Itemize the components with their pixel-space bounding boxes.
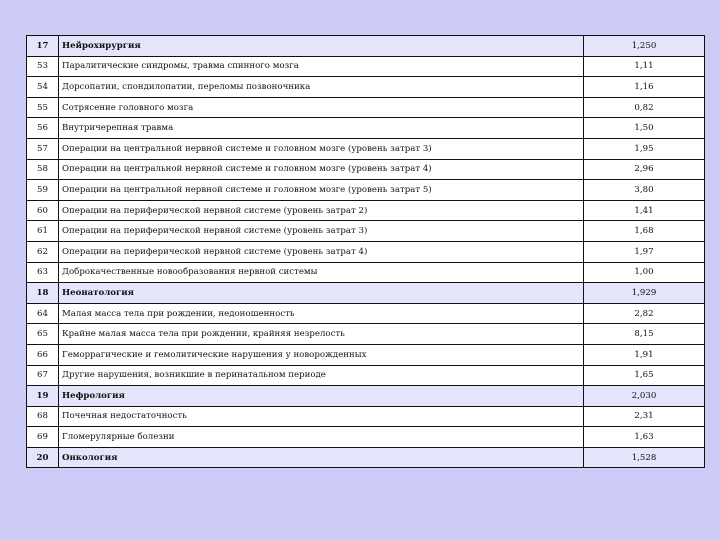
table-row — [27, 303, 705, 324]
row-code-cell: 19 — [27, 386, 59, 407]
row-name-cell: Операции на периферической нервной системе (уровень затрат 3) — [59, 221, 584, 242]
table-row — [27, 406, 705, 427]
table-row — [27, 97, 705, 118]
row-name-cell: Операции на центральной нервной системе и головном мозге (уровень затрат 5) — [59, 180, 584, 201]
row-name-cell: Крайне малая масса тела при рождении, крайняя незрелость — [59, 324, 584, 345]
row-name-cell: Доброкачественные новообразования нервной системы — [59, 262, 584, 283]
row-coefficient-cell: 1,16 — [584, 77, 705, 98]
row-name-cell: Паралитические синдромы, травма спинного мозга — [59, 56, 584, 77]
row-code-cell: 61 — [27, 221, 59, 242]
row-code-cell: 64 — [27, 303, 59, 324]
row-code-cell: 63 — [27, 262, 59, 283]
row-name-cell: Онкология — [59, 447, 584, 468]
table-row — [27, 200, 705, 221]
row-name-cell: Другие нарушения, возникшие в перинатальном периоде — [59, 365, 584, 386]
row-code-cell: 54 — [27, 77, 59, 98]
row-coefficient-cell: 1,50 — [584, 118, 705, 139]
row-name-cell: Сотрясение головного мозга — [59, 97, 584, 118]
row-name-cell: Внутричерепная травма — [59, 118, 584, 139]
row-code-cell: 60 — [27, 200, 59, 221]
row-coefficient-cell: 0,82 — [584, 97, 705, 118]
row-code-cell: 57 — [27, 138, 59, 159]
row-code-cell: 53 — [27, 56, 59, 77]
row-code-cell: 68 — [27, 406, 59, 427]
section-row — [27, 386, 705, 407]
row-coefficient-cell: 2,96 — [584, 159, 705, 180]
row-coefficient-cell: 1,65 — [584, 365, 705, 386]
section-row — [27, 447, 705, 468]
row-coefficient-cell: 1,250 — [584, 36, 705, 57]
table-row — [27, 118, 705, 139]
row-code-cell: 65 — [27, 324, 59, 345]
row-name-cell: Операции на центральной нервной системе и головном мозге (уровень затрат 4) — [59, 159, 584, 180]
row-code-cell: 58 — [27, 159, 59, 180]
row-coefficient-cell: 1,95 — [584, 138, 705, 159]
table-row — [27, 77, 705, 98]
section-row — [27, 283, 705, 304]
table-row — [27, 138, 705, 159]
table-row — [27, 324, 705, 345]
row-code-cell: 62 — [27, 241, 59, 262]
row-coefficient-cell: 1,929 — [584, 283, 705, 304]
table-row — [27, 221, 705, 242]
table-row — [27, 180, 705, 201]
table-body — [27, 36, 705, 468]
row-name-cell: Почечная недостаточность — [59, 406, 584, 427]
cost-coefficient-table — [26, 35, 705, 468]
row-name-cell: Нейрохирургия — [59, 36, 584, 57]
row-code-cell: 55 — [27, 97, 59, 118]
row-coefficient-cell: 1,68 — [584, 221, 705, 242]
row-coefficient-cell: 2,82 — [584, 303, 705, 324]
row-coefficient-cell: 1,11 — [584, 56, 705, 77]
table-row — [27, 159, 705, 180]
row-coefficient-cell: 1,97 — [584, 241, 705, 262]
row-coefficient-cell: 2,31 — [584, 406, 705, 427]
row-coefficient-cell: 3,80 — [584, 180, 705, 201]
table-row — [27, 241, 705, 262]
row-code-cell: 67 — [27, 365, 59, 386]
row-name-cell: Операции на периферической нервной системе (уровень затрат 4) — [59, 241, 584, 262]
row-coefficient-cell: 2,030 — [584, 386, 705, 407]
row-name-cell: Малая масса тела при рождении, недоношенность — [59, 303, 584, 324]
row-code-cell: 20 — [27, 447, 59, 468]
row-coefficient-cell: 1,91 — [584, 344, 705, 365]
table-row — [27, 56, 705, 77]
section-row — [27, 36, 705, 57]
row-code-cell: 69 — [27, 427, 59, 448]
table-row — [27, 365, 705, 386]
row-name-cell: Операции на центральной нервной системе и головном мозге (уровень затрат 3) — [59, 138, 584, 159]
row-code-cell: 56 — [27, 118, 59, 139]
table-row — [27, 262, 705, 283]
row-name-cell: Гломерулярные болезни — [59, 427, 584, 448]
row-coefficient-cell: 8,15 — [584, 324, 705, 345]
row-code-cell: 18 — [27, 283, 59, 304]
row-name-cell: Нефрология — [59, 386, 584, 407]
table-row — [27, 427, 705, 448]
row-code-cell: 17 — [27, 36, 59, 57]
row-code-cell: 66 — [27, 344, 59, 365]
row-name-cell: Операции на периферической нервной системе (уровень затрат 2) — [59, 200, 584, 221]
row-coefficient-cell: 1,41 — [584, 200, 705, 221]
row-name-cell: Дорсопатии, спондилопатии, переломы позвоночника — [59, 77, 584, 98]
table-row — [27, 344, 705, 365]
row-code-cell: 59 — [27, 180, 59, 201]
row-name-cell: Неонатология — [59, 283, 584, 304]
row-coefficient-cell: 1,63 — [584, 427, 705, 448]
row-coefficient-cell: 1,528 — [584, 447, 705, 468]
row-coefficient-cell: 1,00 — [584, 262, 705, 283]
row-name-cell: Геморрагические и гемолитические нарушения у новорожденных — [59, 344, 584, 365]
